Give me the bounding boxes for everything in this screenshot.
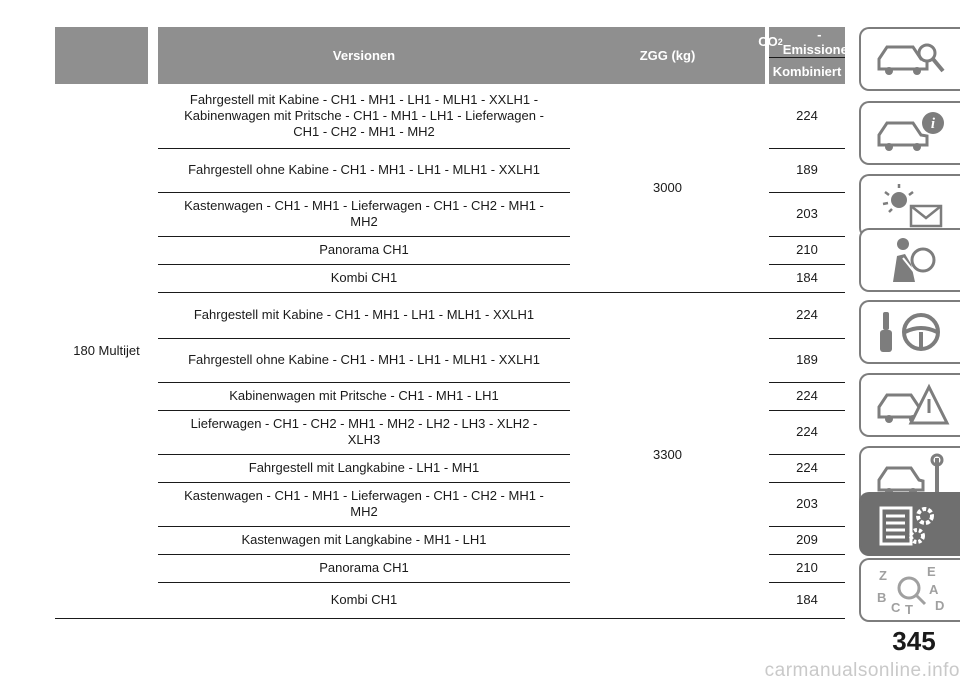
svg-text:C: C	[890, 600, 900, 615]
co2-cell: 224	[796, 424, 818, 439]
co2-prefix: CO	[758, 34, 778, 49]
co2-cell: 203	[796, 206, 818, 221]
version-cell: Kabinenwagen mit Pritsche - CH1 - MH1 - LH1	[229, 388, 499, 403]
car-search-icon	[871, 33, 951, 85]
tab-car-search[interactable]	[859, 27, 960, 91]
header-zgg: ZGG (kg)	[570, 27, 765, 84]
tab-technical-data[interactable]	[859, 492, 960, 556]
version-cell: Fahrgestell ohne Kabine - CH1 - MH1 - LH1 - MLH1 - XXLH1	[188, 162, 540, 177]
svg-text:i: i	[930, 116, 935, 132]
co2-cell: 184	[796, 270, 818, 285]
svg-text:B: B	[876, 590, 886, 605]
svg-text:T: T	[904, 602, 913, 616]
version-cell: Fahrgestell ohne Kabine - CH1 - MH1 - LH1 - MLH1 - XXLH1	[188, 352, 540, 367]
svg-text:E: E	[926, 564, 936, 579]
co2-cell: 209	[796, 532, 818, 547]
svg-text:Z: Z	[878, 568, 887, 583]
co2-cell: 210	[796, 242, 818, 257]
version-cell: Kombi CH1	[330, 270, 398, 285]
watermark: carmanualsonline.info	[764, 660, 960, 681]
tab-car-info[interactable]	[859, 101, 960, 165]
tab-car-warning[interactable]	[859, 373, 960, 437]
page-number: 345	[892, 626, 936, 656]
tech-data-gear-icon	[871, 498, 951, 550]
version-cell: Kastenwagen - CH1 - MH1 - Lieferwagen - CH1 - CH2 - MH1 - MH2	[184, 198, 544, 229]
version-cell: Fahrgestell mit Langkabine - LH1 - MH1	[248, 460, 480, 475]
co2-cell: 210	[796, 560, 818, 575]
version-cell: Panorama CH1	[319, 560, 409, 575]
svg-text:A: A	[928, 582, 938, 597]
co2-cell: 189	[796, 352, 818, 367]
key-steering-wheel-icon	[871, 306, 951, 358]
co2-cell: 203	[796, 496, 818, 511]
co2-cell: 224	[796, 307, 818, 322]
table-header	[55, 26, 856, 84]
co2-cell: 224	[796, 460, 818, 475]
table-bottom-rule	[55, 618, 845, 619]
warning-light-message-icon	[871, 180, 951, 232]
version-cell: Fahrgestell mit Kabine - CH1 - MH1 - LH1 - MLH1 - XXLH1	[193, 307, 535, 322]
tab-key-steering[interactable]	[859, 300, 960, 364]
table-body	[55, 84, 845, 618]
co2-cell: 189	[796, 162, 818, 177]
co2-cell: 224	[796, 388, 818, 403]
version-cell: Kastenwagen mit Langkabine - MH1 - LH1	[241, 532, 487, 547]
version-cell: Panorama CH1	[319, 242, 409, 257]
tab-seat-airbag[interactable]	[859, 228, 960, 292]
version-cell: Kastenwagen - CH1 - MH1 - Lieferwagen - CH1 - CH2 - MH1 - MH2	[184, 488, 544, 519]
tab-index[interactable]	[859, 558, 960, 622]
version-cell: Kombi CH1	[330, 592, 398, 607]
co2-subscript: 2	[777, 36, 783, 47]
header-blank-cell	[55, 27, 148, 84]
co2-cell: 184	[796, 592, 818, 607]
co2-cell: 224	[796, 108, 818, 123]
car-warning-triangle-icon	[871, 379, 951, 431]
header-co2	[758, 26, 856, 84]
zgg-cell: 3300	[653, 447, 682, 462]
alphabetical-index-icon	[871, 564, 951, 616]
seat-airbag-icon	[871, 234, 951, 286]
version-cell: Lieferwagen - CH1 - CH2 - MH1 - MH2 - LH2 - LH3 - XLH2 - XLH3	[190, 416, 538, 447]
engine-cell: 180 Multijet	[73, 343, 140, 358]
header-co2-title	[758, 26, 856, 57]
version-cell: Fahrgestell mit Kabine - CH1 - MH1 - LH1 - MLH1 - XXLH1 - Kabinenwagen mit Pritsche - CH1 - MH1 - LH1 - Lieferwagen - CH1 - CH2 - MH1 - MH2	[184, 92, 544, 139]
svg-text:D: D	[934, 598, 944, 613]
header-versions: Versionen	[158, 27, 570, 84]
header-combined: Kombiniert	[772, 63, 842, 79]
zgg-cell: 3000	[653, 180, 682, 195]
car-info-icon	[871, 107, 951, 159]
co2-suffix: -Emissionen	[782, 26, 856, 57]
